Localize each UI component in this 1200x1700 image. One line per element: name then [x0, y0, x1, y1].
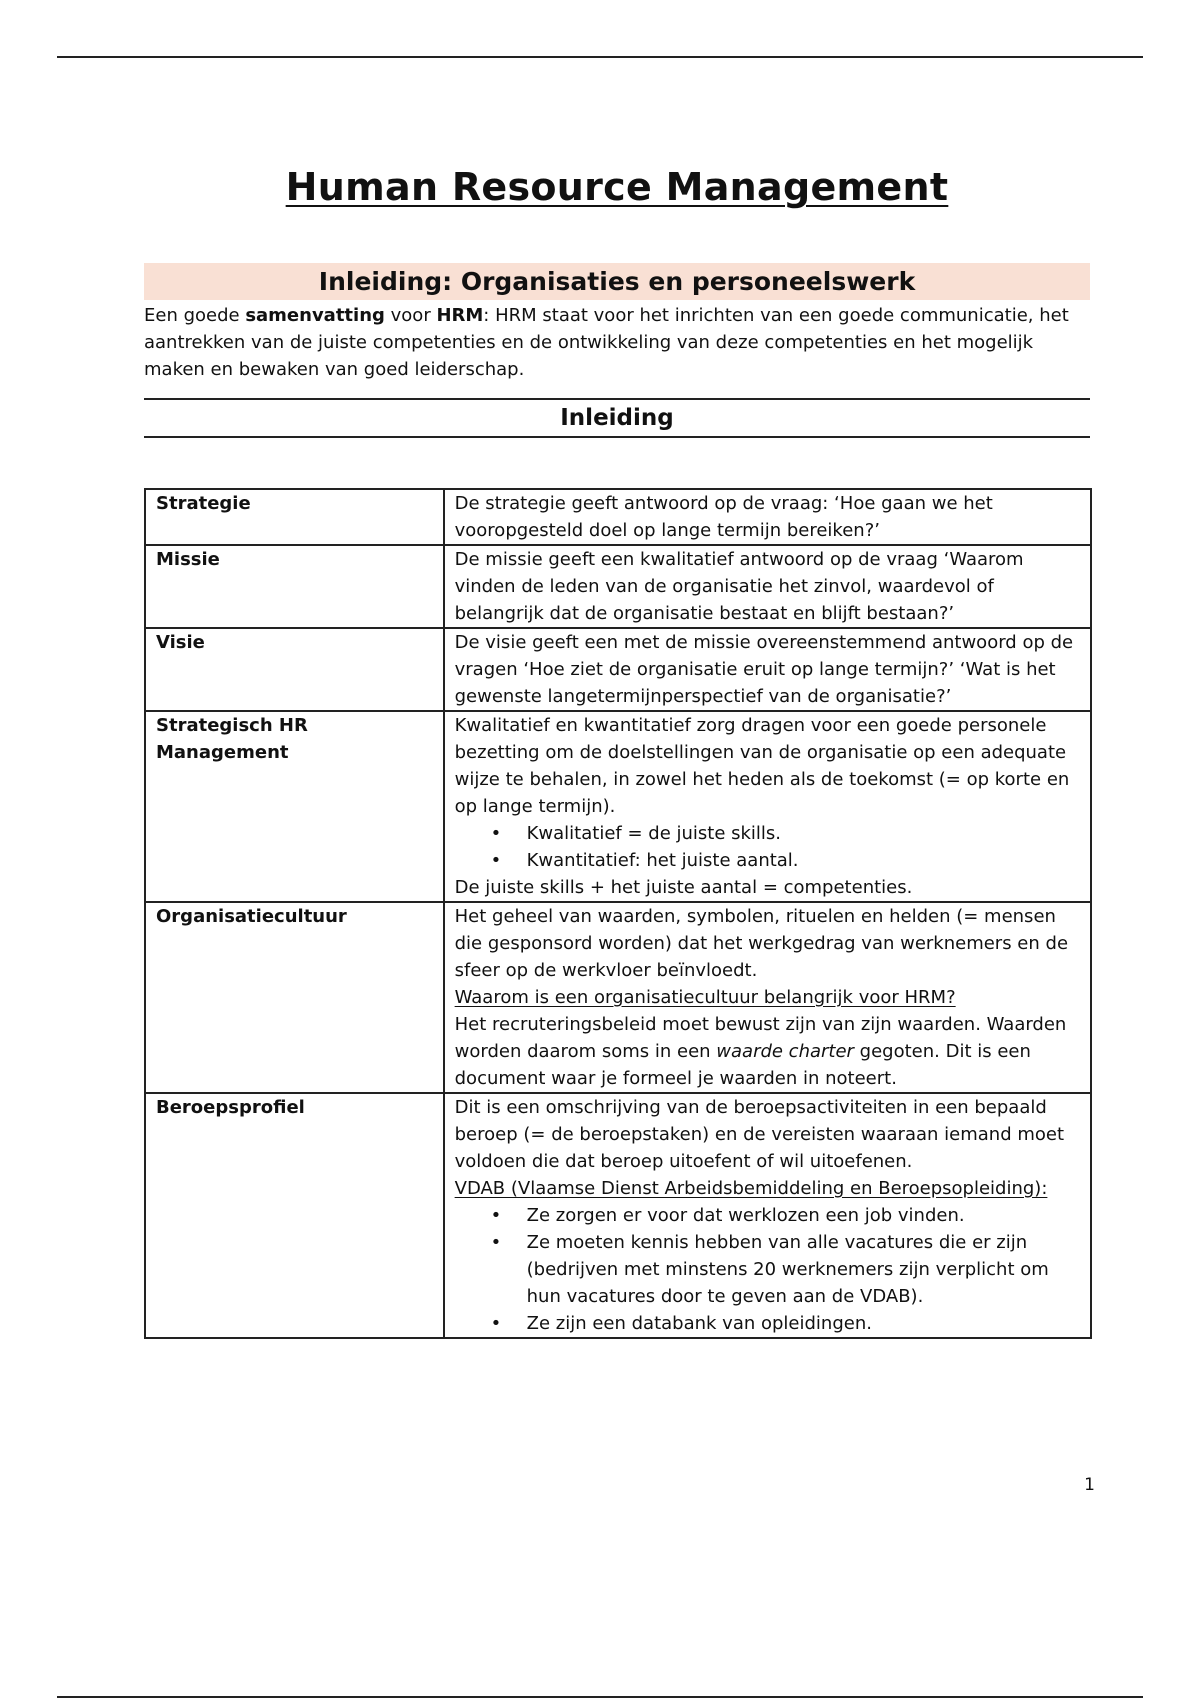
- table-row: [145, 1093, 1091, 1338]
- definition-cell: [444, 902, 1091, 1093]
- term-cell: Strategie: [145, 489, 444, 545]
- definitions-table: [144, 488, 1092, 1339]
- document-title: Human Resource Management: [285, 165, 949, 209]
- table-row: [145, 711, 1091, 902]
- list-item-text: Kwantitatief: het juiste aantal.: [526, 850, 799, 871]
- followup-italic: waarde charter: [716, 1041, 854, 1062]
- list-item-text: Ze zorgen er voor dat werklozen een job vinden.: [526, 1205, 965, 1226]
- list-item: [490, 820, 1082, 847]
- header-rule: [57, 56, 1143, 58]
- table-row: [145, 489, 1091, 545]
- subheading-underlined: Waarom is een organisatiecultuur belangrijk voor HRM?: [454, 987, 956, 1008]
- intro-text-2: voor: [384, 305, 437, 326]
- definition-text: De strategie geeft antwoord op de vraag: ‘Hoe gaan we het vooropgesteld doel op lange termijn bereiken?’: [454, 493, 993, 541]
- definition-text: Kwalitatief en kwantitatief zorg dragen voor een goede personele bezetting om de doelstellingen van de organisatie op een adequate wijze te behalen, in zowel het heden als de toekomst (= op korte en op lange termijn).: [454, 715, 1070, 817]
- bullet-icon: •: [490, 823, 502, 844]
- list-item-text: Ze moeten kennis hebben van alle vacatures die er zijn (bedrijven met minstens 20 werknemers zijn verplicht om hun vacatures door te geven aan de VDAB).: [526, 1232, 1049, 1307]
- intro-text-1: Een goede: [144, 305, 246, 326]
- term-cell: Visie: [145, 628, 444, 711]
- bullet-icon: •: [490, 1205, 502, 1226]
- definition-cell: [444, 489, 1091, 545]
- footer-rule: [57, 1696, 1143, 1698]
- list-item: [490, 1310, 1082, 1337]
- definition-cell: [444, 1093, 1091, 1338]
- term-cell: Strategisch HR Management: [145, 711, 444, 902]
- list-item: [490, 1202, 1082, 1229]
- term-cell: Beroepsprofiel: [145, 1093, 444, 1338]
- term-cell: Organisatiecultuur: [145, 902, 444, 1093]
- term-cell: Missie: [145, 545, 444, 628]
- page-number: 1: [1084, 1475, 1095, 1495]
- section-heading: Inleiding: [144, 398, 1090, 438]
- definition-cell: [444, 711, 1091, 902]
- intro-text-3: : HRM staat voor het inrichten van een goede communicatie, het aantrekken van de juiste competenties en de ontwikkeling van deze competenties en het mogelijk maken en bewaken van goed leiderschap.: [144, 305, 1069, 380]
- list-item-text: Ze zijn een databank van opleidingen.: [526, 1313, 872, 1334]
- definition-cell: [444, 545, 1091, 628]
- list-item: [490, 1229, 1082, 1310]
- bullet-icon: •: [490, 850, 502, 871]
- bullet-list: [455, 1202, 1082, 1337]
- intro-bold-hrm: HRM: [436, 305, 484, 326]
- bullet-list: [455, 820, 1082, 874]
- followup-text-2: gegoten. Dit is een document waar je formeel je waarden in noteert.: [454, 1041, 1031, 1089]
- list-item-text: Kwalitatief = de juiste skills.: [526, 823, 782, 844]
- definition-conclusion: De juiste skills + het juiste aantal = competenties.: [454, 877, 913, 898]
- definition-followup: [455, 1011, 1082, 1092]
- table-row: [145, 545, 1091, 628]
- intro-bold-samenvatting: samenvatting: [245, 305, 385, 326]
- subheading-underlined: VDAB (Vlaamse Dienst Arbeidsbemiddeling en Beroepsopleiding):: [454, 1178, 1048, 1199]
- definition-text: Dit is een omschrijving van de beroepsactiviteiten in een bepaald beroep (= de beroepstaken) en de vereisten waaraan iemand moet voldoen die dat beroep uitoefent of wil uitoefenen.: [454, 1097, 1065, 1172]
- definition-cell: [444, 628, 1091, 711]
- list-item: [490, 847, 1082, 874]
- definition-text: Het geheel van waarden, symbolen, rituelen en helden (= mensen die gesponsord worden) dat het werkgedrag van werknemers en de sfeer op de werkvloer beïnvloedt.: [454, 906, 1069, 981]
- definition-text: De missie geeft een kwalitatief antwoord op de vraag ‘Waarom vinden de leden van de organisatie het zinvol, waardevol of belangrijk dat de organisatie bestaat en blijft bestaan?’: [454, 549, 1024, 624]
- chapter-heading: Inleiding: Organisaties en personeelswerk: [144, 263, 1090, 300]
- followup-text-1: Het recruteringsbeleid moet bewust zijn van zijn waarden. Waarden worden daarom soms in een: [454, 1014, 1067, 1062]
- table-row: [145, 902, 1091, 1093]
- bullet-icon: •: [490, 1313, 502, 1334]
- bullet-icon: •: [490, 1232, 502, 1253]
- intro-paragraph: [144, 302, 1090, 383]
- definition-text: De visie geeft een met de missie overeenstemmend antwoord op de vragen ‘Hoe ziet de organisatie eruit op lange termijn?’ ‘Wat is het gewenste langetermijnperspectief van de organisatie?’: [454, 632, 1074, 707]
- table-row: [145, 628, 1091, 711]
